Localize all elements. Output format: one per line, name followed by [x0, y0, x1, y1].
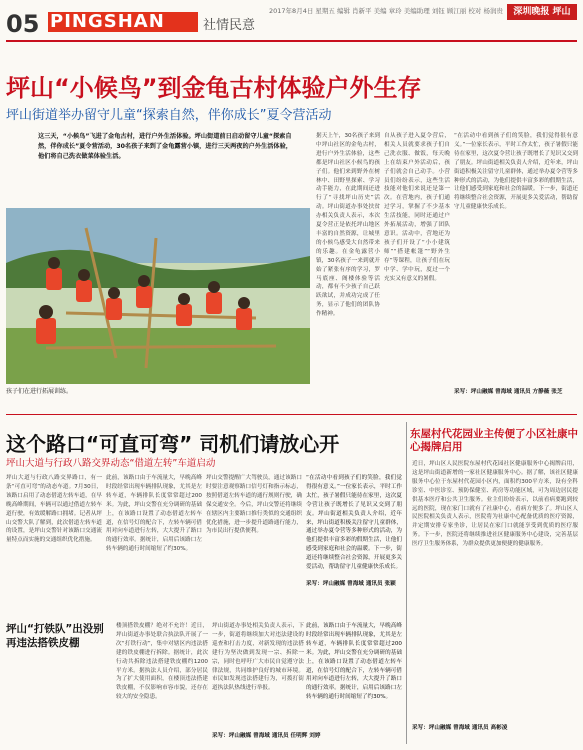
newspaper-logo: 深圳晚报 坪山: [507, 4, 577, 20]
section-title: PINGSHAN: [50, 11, 165, 32]
header-rule: [6, 40, 577, 42]
box-byline: 采写：坪山融媒 曾海域 通讯员 任明辉 刘婷: [212, 733, 321, 739]
article2-byline: 采写：坪山融媒 曾海域 通讯员 张颖: [306, 581, 396, 587]
column-divider: [406, 422, 407, 744]
edition-meta: 2017年8月4日 星期五 编辑 肖新平 美编 章玲 美编助理 刘钰 顾江丽 校对 杨润贵: [269, 7, 503, 15]
article1-lead: 这三天，“小候鸟”飞进了金龟古村，进行户外生活体验。坪山街道前日启动留守儿童“探索自然，伴你成长”夏令营活动，30名孩子来到了金龟露营小镇，进行三天两夜的户外生活体验，他们将自己洗衣做菜体验生活。: [38, 133, 292, 160]
article2-column-1: 坪山大道与行政八路交界路口，有一条“可直可弯”的动态车道。7月30日，该路口启用了动态借道左转车道，在早晚高峰期间，车辆可以通过借道左转车道行驶，有效缓解路口拥堵。记者从坪山交警大队了解到，此次借道左转车道的设置，是坪山交警针对该路口交通流量特点而实施的交通组织优化措施。: [6, 475, 102, 544]
children-training-photo: [6, 208, 310, 384]
article1-column-3: “在活动中看到孩子们的笑脸，我们觉得很有意义。”一位家长表示，平时工作太忙，孩子暑假只能待在家里，这次夏令营让孩子既增长了见识又交到了朋友。坪山街道相关负责人介绍，近年来，坪山街道积极关注留守儿童群体，通过举办夏令营等多种形式的活动，为他们提供丰富多彩的假期生活，让他们感受到家庭和社会的温暖。下一步，街道还将继续整合社会资源，开展更多关爱活动，帮助留守儿童健康快乐成长。: [454, 133, 578, 211]
article1-headline: 坪山“小候鸟”到金龟古村体验户外生存: [6, 74, 422, 102]
article1-subhead: 坪山街道举办留守儿童“探索自然，伴你成长”夏令营活动: [6, 108, 332, 123]
box-column-2: 坪山街道办事处相关负责人表示，下一步，街道将继续加大对违法建设的巡查和打击力度，对新发现的违法搭建行为坚决做到发现一宗、拆除一宗，同时也呼吁广大市民自觉遵守法律法规，共同维护良好的城市环境。市民如发现违法搭建行为，可拨打街道执法队热线进行举报。: [212, 623, 304, 692]
box-column-3: 此前，该路口由于车流量大，早晚高峰时段经常出现车辆排队现象，尤其是左转车道，车辆排队长度常常超过200米。为此，坪山交警在充分调研的基础上，在该路口设置了动态借道左转车道，在信号灯的配合下，左转车辆可借用对向车道进行左转，大大提升了路口的通行效率。据统计，启用后该路口左转车辆的通行时间缩短了约30%。: [306, 623, 402, 701]
page-number: 05: [6, 10, 40, 38]
box-column-1: 楼顶搭铁皮棚？绝对不允许！近日，坪山街道办事处联合执法队开展了一次“打铁行动”，集中对辖区内违法搭建的铁皮棚进行拆除。据统计，此次行动共拆除违法搭建铁皮棚约1200平方米。据执法人员介绍，部分居民为了扩大使用面积，在楼顶违法搭建铁皮棚，不仅影响市容市貌，还存在较大的安全隐患。: [116, 623, 208, 701]
article1-photo: [6, 208, 310, 384]
article1-byline: 采写：坪山融媒 曾海域 通讯员 方静薇 张芝: [454, 389, 563, 395]
sidebar-body: 近日，坪山区人民医院东屋村代花园社区健康服务中心揭牌启用，这是坪山街道新增的一家社区健康服务中心。据了解，该社区健康服务中心位于东屋村代花园小区内，面积约300平方米，设有全科诊室、中医诊室、预防保健室、药房等功能区域，可为周边居民提供基本医疗和公共卫生服务。业主们纷纷表示，以前看病要跑到较远的医院，现在家门口就有了社康中心，看病方便多了。坪山区人民医院相关负责人表示，医院将为社康中心配备优质的医疗资源，并定期安排专家坐诊，让居民在家门口就能享受到优质的医疗服务。下一步，医院还将继续推进社区健康服务中心建设，完善基层医疗卫生服务体系，为群众提供更加便捷的健康服务。: [412, 461, 578, 548]
article2-subhead: 坪山大道与行政八路交界动态“借道左转”车道启动: [6, 458, 216, 469]
article2-column-4: “在活动中看到孩子们的笑脸，我们觉得很有意义。”一位家长表示，平时工作太忙，孩子暑假只能待在家里，这次夏令营让孩子既增长了见识又交到了朋友。坪山街道相关负责人介绍，近年来，坪山街道积极关注留守儿童群体，通过举办夏令营等多种形式的活动，为他们提供丰富多彩的假期生活，让他们感受到家庭和社会的温暖。下一步，街道还将继续整合社会资源，开展更多关爱活动，帮助留守儿童健康快乐成长。: [306, 475, 402, 571]
article1-column-1: 据天上午，30名孩子来到中坪山社区的金龟古村，进行户外生活体验，这些都是坪山社区小候鸟的孩子们。他们来到野外在树林中、田野里探索、学习动手能力，在此期间还进行了“寻找坪山历史”活动。坪山街道办事处扶贫办相关负责人表示，本次夏令营正是依托坪山地区丰富的自然资源，让城里的小候鸟感受大自然带来的乐趣。在金龟露营小镇，30名孩子一来到就开始了紧张有序的学习，罗马底座、阁楼体验等活动，都有不少孩子自己跃跃欲试，并成功完成了任务，显示了他们的团队协作精神。: [316, 133, 380, 318]
article1-column-2: 自从孩子进入夏令营后，相关人员就要求孩子们自己洗衣服、做饭，每天晚上在结束户外活动后，孩子们就会自己动手。小营员们纷纷表示，这些生活技能对他们来说还是第一次。在营地内，孩子们通过学习，掌握了不少基本生活技能，同时还通过户外拓展活动，增强了团队意识。活动中，营地还为孩子们开设了“小小建筑师”“搭建帐篷”“野外生存”等课程，让孩子们在玩中学、学中玩，度过一个充实又有意义的暑假。: [384, 133, 450, 282]
sidebar-byline: 采写：坪山融媒 曾海域 通讯员 高彬凌: [412, 725, 508, 731]
article2-column-2: 此前，该路口由于车流量大，早晚高峰时段经常出现车辆排队现象，尤其是左转车道，车辆排队长度常常超过200米。为此，坪山交警在充分调研的基础上，在该路口设置了动态借道左转车道，在信号灯的配合下，左转车辆可借用对向车道进行左转，大大提升了路口的通行效率。据统计，启用后该路口左转车辆的通行时间缩短了约30%。: [106, 475, 202, 553]
masthead: [0, 0, 583, 36]
box-headline: 坪山“打铁队”出没别再违法搭铁皮棚: [6, 623, 104, 649]
article2-column-3: 坪山交警提醒广大驾驶员，通过该路口时要注意观察路口信号灯和指示标志，按照借道左转车道的通行规则行驶，确保交通安全。今后，坪山交警还将继续在辖区内主要路口推行类似的交通组织优化措施，进一步提升道路通行能力，为市民出行提供便利。: [206, 475, 302, 535]
section-divider: [6, 414, 577, 415]
sidebar-headline: 东屋村代花园业主传便了小区社康中心揭牌启用: [410, 428, 578, 453]
section-subtitle: 社情民意: [203, 18, 256, 33]
photo-caption: 孩子们在进行拓展训练。: [6, 388, 73, 395]
article2-headline: 这个路口“可直可弯” 司机们请放心开: [6, 432, 340, 456]
